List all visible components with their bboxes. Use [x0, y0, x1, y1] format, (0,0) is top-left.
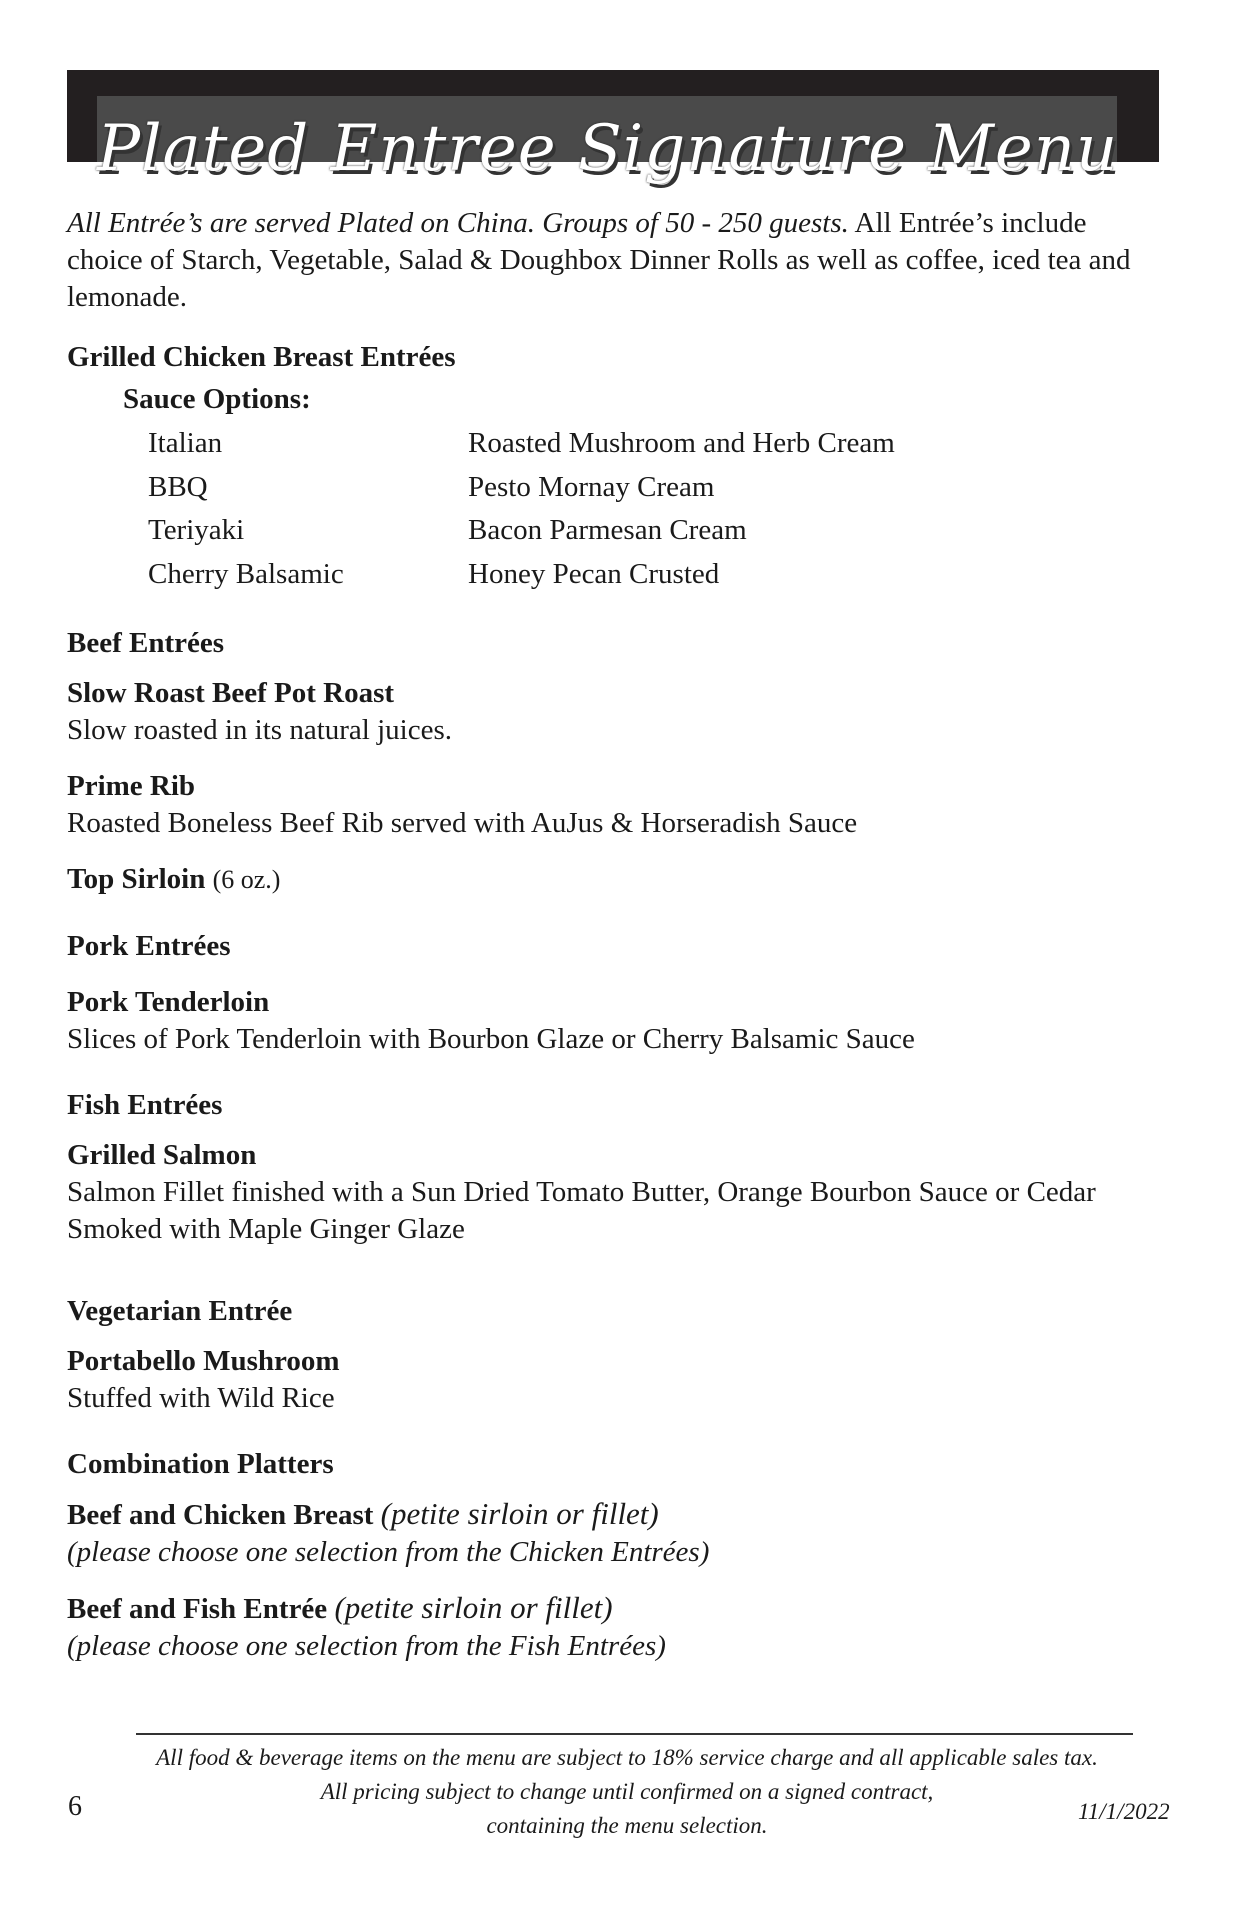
sauce-option: Teriyaki — [148, 514, 245, 546]
page-title: Plated Entree Signature Menu — [97, 112, 1119, 186]
revision-date: 11/1/2022 — [1078, 1799, 1170, 1824]
item-description: Salmon Fillet finished with a Sun Dried Tomato Butter, Orange Bourbon Sauce or Cedar Smoked with Maple Ginger Glaze — [67, 1176, 1096, 1245]
item-selection-note: (please choose one selection from the Fish Entrées) — [67, 1630, 666, 1662]
item-option-note: (petite sirloin or fillet) — [380, 1496, 659, 1531]
footer-disclaimer — [67, 1741, 1187, 1843]
item-name: Prime Rib — [67, 770, 196, 802]
item-name: Beef and Fish Entrée — [67, 1593, 328, 1625]
intro-italic: All Entrée’s are served Plated on China. Groups of 50 - 250 guests. — [67, 207, 849, 239]
sauce-option: BBQ — [148, 470, 208, 503]
menu-content — [67, 205, 1162, 1665]
section-heading-vegetarian: Vegetarian Entrée — [67, 1295, 293, 1327]
sauce-option: Pesto Mornay Cream — [468, 470, 715, 503]
item-note: (6 oz.) — [212, 865, 281, 894]
section-heading-pork: Pork Entrées — [67, 930, 231, 962]
intro-text: All Entrée’s include choice of Starch, Vegetable, Salad & Doughbox Dinner Rolls as well as coffee, iced tea and lemonade. — [67, 207, 1131, 313]
item-description: Stuffed with Wild Rice — [67, 1382, 335, 1414]
item-name: Beef and Chicken Breast — [67, 1499, 374, 1531]
sauce-options-list — [148, 422, 1162, 596]
item-option-note: (petite sirloin or fillet) — [334, 1590, 613, 1625]
section-heading-chicken: Grilled Chicken Breast Entrées — [67, 341, 456, 373]
sauce-option: Italian — [148, 427, 223, 459]
footer-divider — [136, 1733, 1133, 1735]
item-name: Grilled Salmon — [67, 1139, 257, 1171]
section-heading-fish: Fish Entrées — [67, 1089, 223, 1121]
footer-line: All pricing subject to change until confirmed on a signed contract, — [320, 1779, 934, 1804]
sauce-option: Honey Pecan Crusted — [468, 557, 720, 590]
footer-line: containing the menu selection. — [486, 1813, 768, 1838]
sauce-option: Roasted Mushroom and Herb Cream — [468, 427, 895, 459]
item-name: Portabello Mushroom — [67, 1345, 340, 1377]
item-name: Slow Roast Beef Pot Roast — [67, 677, 395, 709]
combo-item-title — [67, 1495, 1162, 1534]
section-heading-beef: Beef Entrées — [67, 627, 225, 659]
item-name: Top Sirloin — [67, 863, 206, 895]
page-number: 6 — [68, 1791, 82, 1822]
section-heading-combination: Combination Platters — [67, 1448, 334, 1480]
item-name: Pork Tenderloin — [67, 986, 270, 1018]
item-description: Roasted Boneless Beef Rib served with AuJus & Horseradish Sauce — [67, 807, 858, 839]
sauce-option: Bacon Parmesan Cream — [468, 514, 747, 546]
sauce-options-label: Sauce Options: — [123, 383, 311, 415]
footer-line: All food & beverage items on the menu are subject to 18% service charge and all applicable sales tax. — [156, 1745, 1098, 1770]
combo-item-title — [67, 1589, 1162, 1628]
intro-paragraph — [67, 205, 1162, 316]
sauce-option: Cherry Balsamic — [148, 557, 344, 590]
item-selection-note: (please choose one selection from the Chicken Entrées) — [67, 1536, 710, 1568]
item-description: Slow roasted in its natural juices. — [67, 714, 452, 746]
item-description: Slices of Pork Tenderloin with Bourbon Glaze or Cherry Balsamic Sauce — [67, 1023, 915, 1055]
item-name-top-sirloin — [67, 860, 1162, 899]
